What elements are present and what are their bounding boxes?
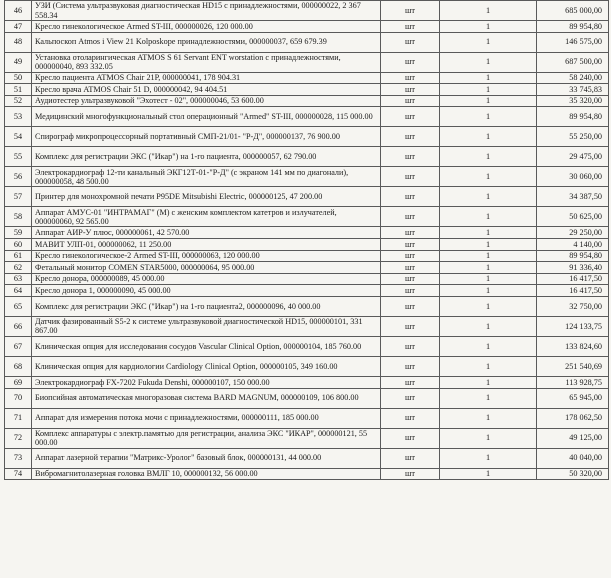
unit-of-measure: шт [381,356,440,376]
unit-of-measure: шт [381,376,440,388]
table-row [5,52,609,72]
quantity: 1 [440,376,537,388]
row-number: 68 [5,356,32,376]
table-row [5,388,609,408]
quantity: 1 [440,127,537,147]
table-row [5,107,609,127]
quantity: 1 [440,408,537,428]
unit-of-measure: шт [381,72,440,84]
quantity: 1 [440,72,537,84]
row-number: 48 [5,32,32,52]
quantity: 1 [440,356,537,376]
table-row [5,356,609,376]
table-row [5,21,609,33]
item-price: 687 500,00 [537,52,609,72]
item-price: 4 140,00 [537,238,609,250]
unit-of-measure: шт [381,428,440,448]
item-description: Аудиотестер ультразвуковой "Эхотест - 02", 000000046, 53 600.00 [32,95,381,107]
table-row [5,296,609,316]
unit-of-measure: шт [381,107,440,127]
item-price: 30 060,00 [537,167,609,187]
row-number: 58 [5,207,32,227]
row-number: 62 [5,262,32,274]
item-description: Фетальный монитор COMEN STAR5000, 000000064, 95 000.00 [32,262,381,274]
row-number: 69 [5,376,32,388]
quantity: 1 [440,285,537,297]
row-number: 56 [5,167,32,187]
unit-of-measure: шт [381,238,440,250]
row-number: 55 [5,147,32,167]
table-row [5,84,609,96]
item-description: Кресло пациента ATMOS Chair 21P, 000000041, 178 904.31 [32,72,381,84]
quantity: 1 [440,262,537,274]
item-price: 251 540,69 [537,356,609,376]
quantity: 1 [440,388,537,408]
item-description: Вибромагнитолазерная головка ВМЛГ 10, 000000132, 56 000.00 [32,468,381,480]
table-row [5,273,609,285]
item-description: Кресло гинекологическое-2 Armed ST-III, 000000063, 120 000.00 [32,250,381,262]
item-price: 35 320,00 [537,95,609,107]
row-number: 73 [5,448,32,468]
unit-of-measure: шт [381,95,440,107]
unit-of-measure: шт [381,187,440,207]
item-description: Аппарат АИР-У плюс, 000000061, 42 570.00 [32,227,381,239]
table-row [5,207,609,227]
item-price: 55 250,00 [537,127,609,147]
table-row [5,95,609,107]
item-description: Электрокардиограф 12-ти канальный ЭКГ12Т-01-"Р-Д" (с экраном 141 мм по диагонали), 000000058, 48 500.00 [32,167,381,187]
row-number: 61 [5,250,32,262]
item-description: Аппарат АМУС-01 "ИНТРАМАГ" (М) с женским комплектом катетров и излучателей, 000000060, 92 565.00 [32,207,381,227]
item-price: 89 954,80 [537,250,609,262]
quantity: 1 [440,448,537,468]
row-number: 59 [5,227,32,239]
unit-of-measure: шт [381,388,440,408]
quantity: 1 [440,84,537,96]
item-description: Клиническая опция для исследования сосудов Vascular Clinical Option, 000000104, 185 760.00 [32,336,381,356]
table-row [5,72,609,84]
row-number: 67 [5,336,32,356]
quantity: 1 [440,468,537,480]
table-row [5,147,609,167]
item-description: Электрокардиограф FX-7202 Fukuda Denshi, 000000107, 150 000.00 [32,376,381,388]
item-price: 89 954,80 [537,107,609,127]
inventory-table [4,0,609,480]
row-number: 52 [5,95,32,107]
table-row [5,262,609,274]
unit-of-measure: шт [381,285,440,297]
quantity: 1 [440,95,537,107]
quantity: 1 [440,273,537,285]
item-price: 29 250,00 [537,227,609,239]
row-number: 49 [5,52,32,72]
row-number: 64 [5,285,32,297]
item-price: 16 417,50 [537,273,609,285]
item-description: Спирограф микропроцессорный портативный СМП-21/01- "Р-Д", 000000137, 76 900.00 [32,127,381,147]
unit-of-measure: шт [381,167,440,187]
inventory-table-body [5,1,609,480]
row-number: 53 [5,107,32,127]
unit-of-measure: шт [381,296,440,316]
item-price: 40 040,00 [537,448,609,468]
unit-of-measure: шт [381,250,440,262]
table-row [5,448,609,468]
table-row [5,227,609,239]
item-price: 29 475,00 [537,147,609,167]
row-number: 60 [5,238,32,250]
quantity: 1 [440,187,537,207]
table-row [5,285,609,297]
item-price: 89 954,80 [537,21,609,33]
item-price: 124 133,75 [537,316,609,336]
quantity: 1 [440,207,537,227]
unit-of-measure: шт [381,84,440,96]
quantity: 1 [440,21,537,33]
table-row [5,32,609,52]
row-number: 47 [5,21,32,33]
item-description: Кресло гинекологическое Armed ST-III, 000000026, 120 000.00 [32,21,381,33]
unit-of-measure: шт [381,273,440,285]
quantity: 1 [440,147,537,167]
unit-of-measure: шт [381,227,440,239]
unit-of-measure: шт [381,207,440,227]
row-number: 65 [5,296,32,316]
row-number: 50 [5,72,32,84]
item-price: 32 750,00 [537,296,609,316]
quantity: 1 [440,227,537,239]
quantity: 1 [440,428,537,448]
item-price: 113 928,75 [537,376,609,388]
item-price: 91 336,40 [537,262,609,274]
table-row [5,250,609,262]
item-price: 33 745,83 [537,84,609,96]
item-description: Датчик фазированный S5-2 к системе ультразвуковой диагностической HD15, 000000101, 331 867.00 [32,316,381,336]
table-row [5,167,609,187]
table-row [5,336,609,356]
row-number: 71 [5,408,32,428]
item-description: Аппарат для измерения потока мочи с принадлежностями, 000000111, 185 000.00 [32,408,381,428]
item-description: Аппарат лазерной терапии "Матрикс-Уролог" базовый блок, 000000131, 44 000.00 [32,448,381,468]
item-description: Комплекс для регистрации ЭКС ("Икар") на 1-го пациента, 000000057, 62 790.00 [32,147,381,167]
item-price: 133 824,60 [537,336,609,356]
quantity: 1 [440,316,537,336]
quantity: 1 [440,167,537,187]
item-description: Медицинский многофункциональный стол операционный "Armed" ST-III, 000000028, 115 000.00 [32,107,381,127]
item-price: 146 575,00 [537,32,609,52]
unit-of-measure: шт [381,32,440,52]
item-price: 58 240,00 [537,72,609,84]
unit-of-measure: шт [381,448,440,468]
unit-of-measure: шт [381,52,440,72]
unit-of-measure: шт [381,127,440,147]
row-number: 57 [5,187,32,207]
table-row [5,468,609,480]
table-row [5,408,609,428]
item-description: Установка отоларингическая ATMOS S 61 Servant ENT worstation с принадлежностями, 000000040, 893 332.05 [32,52,381,72]
row-number: 63 [5,273,32,285]
quantity: 1 [440,52,537,72]
item-price: 34 387,50 [537,187,609,207]
item-description: Биопсийная автоматическая многоразовая система BARD MAGNUM, 000000109, 106 800.00 [32,388,381,408]
item-description: Кресло врача ATMOS Chair 51 D, 000000042, 94 404.51 [32,84,381,96]
item-price: 49 125,00 [537,428,609,448]
row-number: 70 [5,388,32,408]
item-price: 685 000,00 [537,1,609,21]
row-number: 54 [5,127,32,147]
quantity: 1 [440,32,537,52]
item-price: 50 625,00 [537,207,609,227]
item-description: Кресло донора, 000000089, 45 000.00 [32,273,381,285]
unit-of-measure: шт [381,1,440,21]
quantity: 1 [440,250,537,262]
item-description: Принтер для монохромной печати P95DE Mitsubishi Electric, 000000125, 47 200.00 [32,187,381,207]
quantity: 1 [440,296,537,316]
quantity: 1 [440,238,537,250]
unit-of-measure: шт [381,147,440,167]
item-price: 65 945,00 [537,388,609,408]
item-price: 50 320,00 [537,468,609,480]
unit-of-measure: шт [381,262,440,274]
unit-of-measure: шт [381,408,440,428]
table-row [5,127,609,147]
table-row [5,238,609,250]
row-number: 46 [5,1,32,21]
quantity: 1 [440,336,537,356]
unit-of-measure: шт [381,316,440,336]
unit-of-measure: шт [381,468,440,480]
item-description: Комплекс для регистрации ЭКС ("Икар") на 1-го пациента2, 000000096, 40 000.00 [32,296,381,316]
item-description: Кальпоскоп Atmos i View 21 Kolposkope принадлежностями, 000000037, 659 679.39 [32,32,381,52]
item-description: УЗИ (Система ультразвуковая диагностическая HD15 с принадлежностями, 000000022, 2 367 558.34 [32,1,381,21]
table-row [5,187,609,207]
unit-of-measure: шт [381,21,440,33]
item-description: Кресло донора 1, 000000090, 45 000.00 [32,285,381,297]
item-price: 178 062,50 [537,408,609,428]
row-number: 51 [5,84,32,96]
table-row [5,428,609,448]
item-description: Клиническая опция для кардиологии Cardiology Clinical Option, 000000105, 349 160.00 [32,356,381,376]
table-row [5,316,609,336]
row-number: 74 [5,468,32,480]
item-description: Комплекс аппаратуры с электр.памятью для регистрации, анализа ЭКС "ИКАР", 000000121, 55 000.00 [32,428,381,448]
unit-of-measure: шт [381,336,440,356]
row-number: 66 [5,316,32,336]
table-row [5,376,609,388]
item-price: 16 417,50 [537,285,609,297]
row-number: 72 [5,428,32,448]
quantity: 1 [440,107,537,127]
item-description: МАВИТ УЛП-01, 000000062, 11 250.00 [32,238,381,250]
quantity: 1 [440,1,537,21]
table-row [5,1,609,21]
